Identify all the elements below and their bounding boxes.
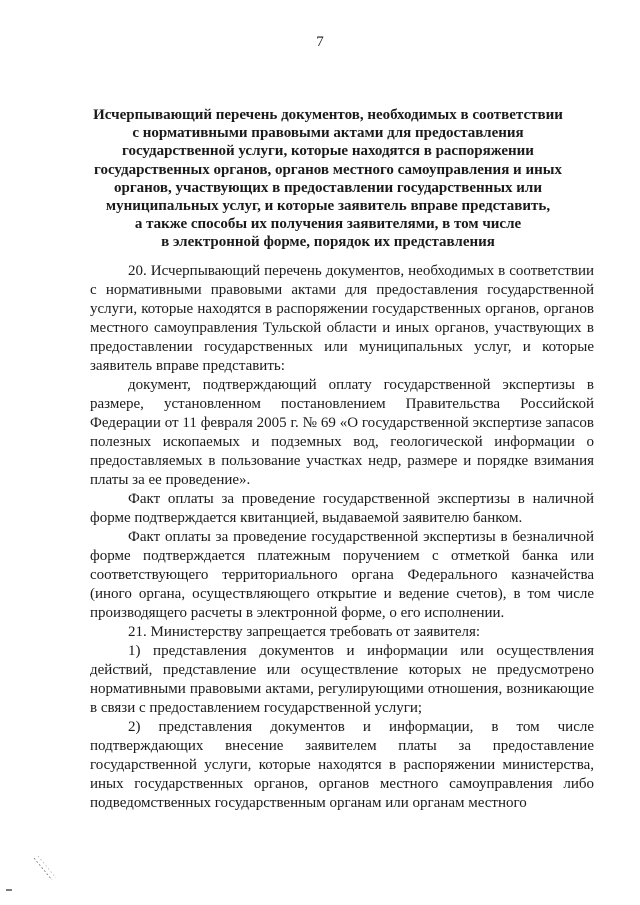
paragraph-payment-document: документ, подтверждающий оплату государственной экспертизы в размере, установленном постановлением Правительства Российской Федерации от 11 февраля 2005 г. № 69 «О государственной экспертизе запасов полезных ископаемых и подземных вод, геологической информации о предоставляемых в пользование участках недр, размере и порядке взимания платы за ее проведение». [90, 377, 594, 488]
paragraph-20: 20. Исчерпывающий перечень документов, необходимых в соответствии с нормативными правовыми актами для предоставления государственной услуги, которые находятся в распоряжении государственных органов, органов местного самоуправления Тульской области и иных органов, участвующих в предоставлении государственных или муниципальных услуг, и которые заявитель вправе представить: [90, 263, 594, 374]
heading-line: в электронной форме, порядок их представления [161, 234, 495, 251]
paragraph-21-item-2: 2) представления документов и информации, в том числе подтверждающих внесение заявителем платы за предоставление государственной услуги, которые находятся в распоряжении министерства, иных государственных органов, органов местного самоуправления либо подведомственных государственным органам или органам местного [90, 719, 594, 811]
paragraph-21-item-1: 1) представления документов и информации или осуществления действий, представление или осуществление которых не предусмотрено нормативными правовыми актами, регулирующими отношения, возникающие в связи с предоставлением государственной услуги; [90, 643, 594, 716]
page-number: 7 [316, 34, 324, 50]
heading-line: а также способы их получения заявителями, в том числе [134, 216, 522, 233]
scan-artifact-marks [0, 840, 80, 905]
paragraph-cash-payment: Факт оплаты за проведение государственной экспертизы в наличной форме подтверждается квитанцией, выдаваемой заявителю банком. [90, 491, 594, 526]
heading-line: государственных органов, органов местного самоуправления и иных [94, 161, 562, 178]
document-body [90, 262, 594, 813]
heading-line: Исчерпывающий перечень документов, необходимых в соответствии [93, 107, 563, 123]
heading-line: с нормативными правовыми актами для предоставления [132, 125, 524, 142]
heading-line: органов, участвующих в предоставлении государственных или [114, 179, 542, 196]
paragraph-21: 21. Министерству запрещается требовать от заявителя: [128, 624, 481, 640]
heading-line: муниципальных услуг, и которые заявитель вправе представить, [105, 198, 551, 215]
heading-line: государственной услуги, которые находятся в распоряжении [122, 143, 534, 160]
paragraph-noncash-payment: Факт оплаты за проведение государственной экспертизы в безналичной форме подтверждается платежным поручением с отметкой банка или соответствующего территориального органа Федерального казначейства (иного органа, осуществляющего открытие и ведение счетов), в том числе производящего расчеты в электронной форме, о его исполнении. [90, 529, 594, 621]
section-heading [92, 106, 564, 252]
